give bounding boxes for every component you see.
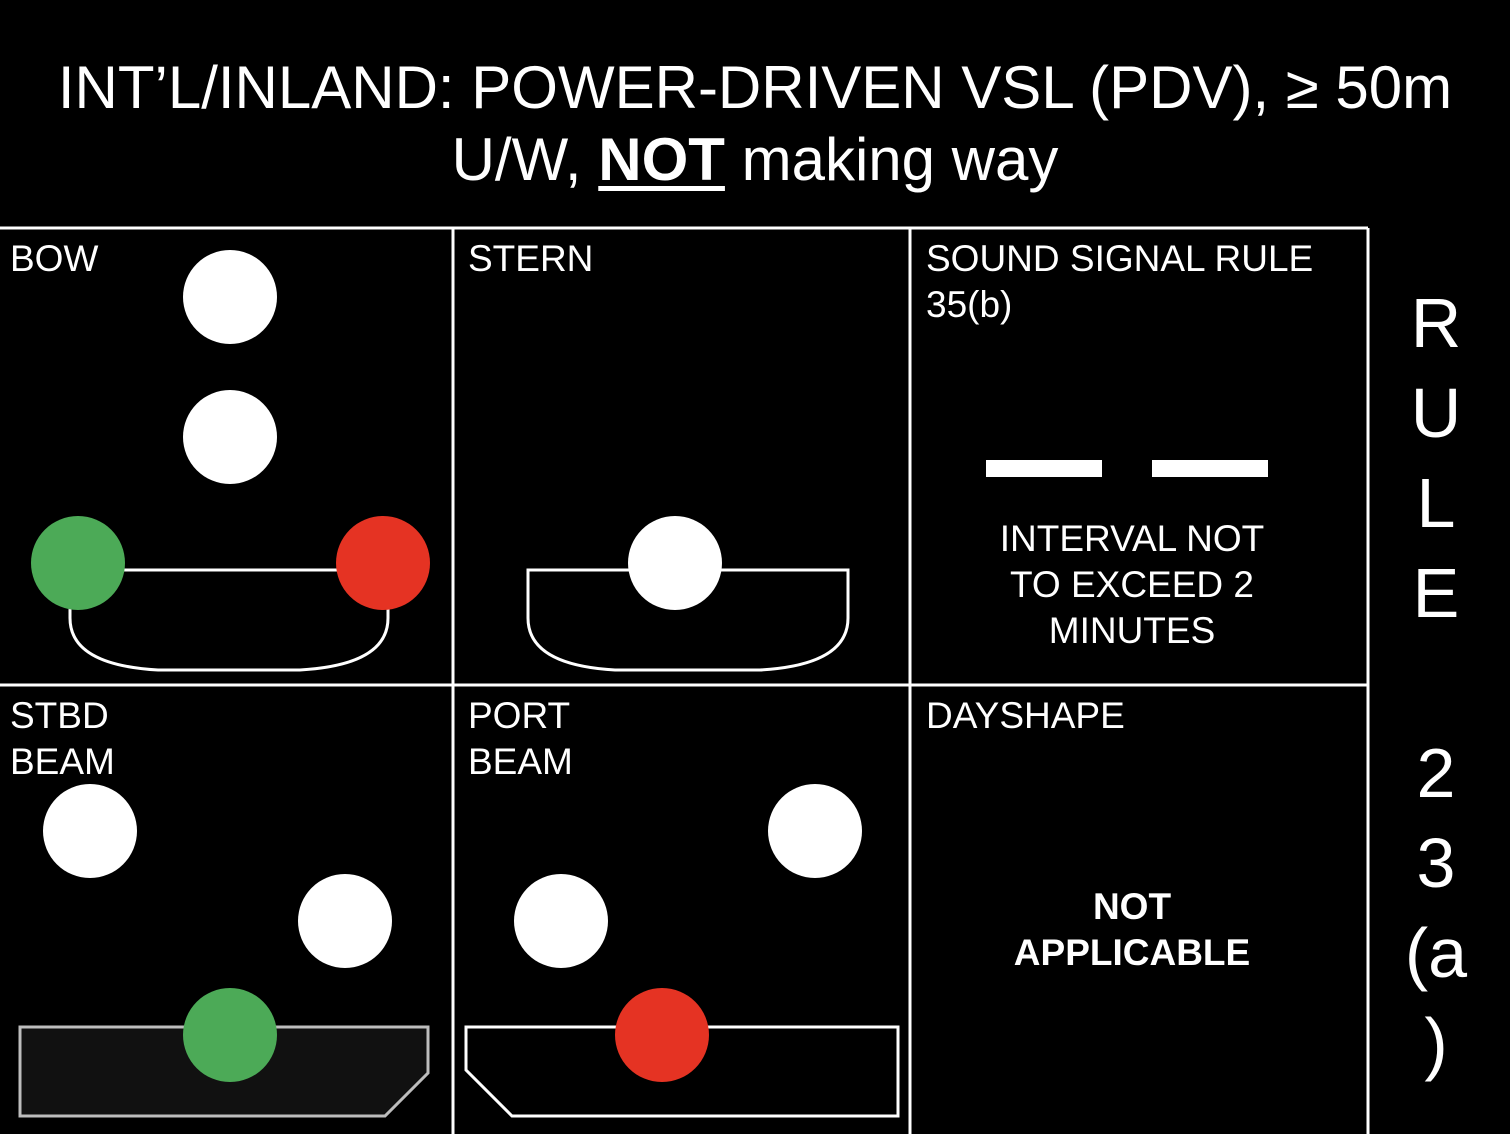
port-beam-label-line1: PORT [468, 695, 571, 736]
rule-char: (a [1404, 914, 1468, 992]
sound-signal-label [926, 236, 1313, 328]
title-emphasis: NOT [598, 126, 725, 193]
sound-note-line3: MINUTES [1048, 610, 1216, 651]
rule-char: 2 [1416, 734, 1456, 812]
bow-vessel [31, 250, 430, 670]
rule-char [1380, 638, 1492, 728]
sound-signal-label-line2: 35(b) [926, 284, 1013, 325]
prolonged-blast-2 [1152, 460, 1268, 477]
bow-masthead-light-lower [183, 390, 277, 484]
dayshape-value-line1: NOT [1092, 886, 1172, 927]
title-prefix: U/W, [451, 126, 599, 193]
stbd-forward-masthead-light [43, 784, 137, 878]
dayshape-label: DAYSHAPE [926, 695, 1125, 736]
port-beam-vessel [466, 784, 898, 1116]
rule-reference [1380, 278, 1492, 1088]
port-after-masthead-light [514, 874, 608, 968]
port-red-sidelight [615, 988, 709, 1082]
stbd-green-sidelight [183, 988, 277, 1082]
stbd-beam-label-line2: BEAM [10, 741, 115, 782]
bow-label: BOW [10, 238, 99, 279]
bow-masthead-light-upper [183, 250, 277, 344]
rule-char: ) [1424, 1004, 1448, 1082]
title-suffix: making way [724, 126, 1059, 193]
rule-char: E [1412, 554, 1460, 632]
stbd-beam-label-line1: STBD [10, 695, 109, 736]
sound-note-line2: TO EXCEED 2 [1009, 564, 1254, 605]
stern-label: STERN [468, 238, 594, 279]
stbd-after-masthead-light [298, 874, 392, 968]
stbd-beam-label [10, 693, 115, 785]
stern-light [628, 516, 722, 610]
dayshape-value [912, 884, 1352, 976]
rule-char: R [1410, 284, 1462, 362]
port-beam-label-line2: BEAM [468, 741, 573, 782]
stern-vessel [528, 516, 848, 670]
sound-signal-label-line1: SOUND SIGNAL RULE [926, 238, 1314, 279]
port-beam-label [468, 693, 573, 785]
sound-note-line1: INTERVAL NOT [999, 518, 1265, 559]
rule-char: L [1416, 464, 1456, 542]
port-forward-masthead-light [768, 784, 862, 878]
page-title-line1: INT’L/INLAND: POWER-DRIVEN VSL (PDV), ≥ 50m [57, 54, 1453, 121]
bow-green-sidelight [31, 516, 125, 610]
stbd-beam-vessel [20, 784, 428, 1116]
sound-signal-blasts [986, 460, 1268, 477]
sound-signal-note [912, 516, 1352, 654]
bow-red-sidelight [336, 516, 430, 610]
dayshape-value-line2: APPLICABLE [1013, 932, 1251, 973]
rule-char: U [1410, 374, 1462, 452]
rule-char: 3 [1416, 824, 1456, 902]
prolonged-blast-1 [986, 460, 1102, 477]
